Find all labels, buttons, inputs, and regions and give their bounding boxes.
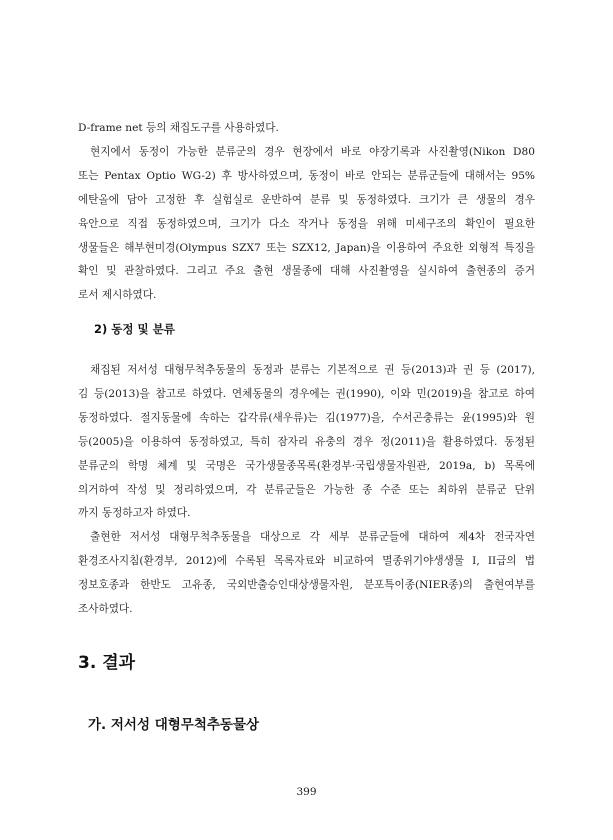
paragraph-line: 확인 및 관찰하였다. 그리고 주요 출현 생물종에 대해 사진촬영을 실시하여 출현종의 증거	[78, 265, 535, 277]
paragraph-line: 동정하였다. 절지동물에 속하는 갑각류(새우류)는 김(1977)을, 수서곤충류는 윤(1995)와 원	[78, 412, 535, 424]
paragraph-line: 의거하여 작성 및 정리하였으며, 각 분류군들은 가능한 종 수준 또는 최하위 분류군 단위	[78, 484, 535, 496]
paragraph-line: 조사하였다.	[78, 603, 133, 615]
paragraph-line: 또는 Pentax Optio WG-2) 후 방사하였으며, 동정이 바로 안되는 분류군들에 대해서는 95%	[78, 170, 535, 182]
paragraph-line: D-frame net 등의 채집도구를 사용하였다.	[78, 122, 279, 134]
paragraph-line: 채집된 저서성 대형무척추동물의 동정과 분류는 기본적으로 권 등(2013)과 권 등 (2017),	[90, 364, 535, 376]
subsection-heading: 가. 저서성 대형무척추동물상	[88, 717, 260, 733]
paragraph-line: 출현한 저서성 대형무척추동물을 대상으로 각 세부 분류군들에 대하여 제4차 전국자연	[90, 531, 535, 543]
paragraph-line: 분류군의 학명 체계 및 국명은 국가생물종목록(환경부·국립생물자원관, 2019a, b) 목록에	[78, 460, 535, 472]
page-number: 399	[296, 786, 317, 798]
paragraph-line: 생물들은 해부현미경(Olympus SZX7 또는 SZX12, Japan)을 이용하여 주요한 외형적 특징을	[78, 242, 535, 254]
paragraph-line: 로서 제시하였다.	[78, 289, 157, 301]
paragraph-line: 환경조사지침(환경부, 2012)에 수록된 목록자료와 비교하여 멸종위기야생생물 I, II급의 법	[78, 555, 535, 567]
paragraph-line: 김 등(2013)을 참고로 하였다. 연체동물의 경우에는 권(1990), 이와 민(2019)을 참고로 하여	[78, 388, 535, 400]
paragraph-line: 등(2005)을 이용하여 동정하였고, 특히 잠자리 유충의 경우 정(2011)을 활용하였다. 동정된	[78, 436, 535, 448]
paragraph-line: 정보호종과 한반도 고유종, 국외반출승인대상생물자원, 분포특이종(NIER종)의 출현여부를	[78, 579, 535, 591]
paragraph-line: 에탄올에 담아 고정한 후 실험실로 운반하여 분류 및 동정하였다. 크기가 큰 생물의 경우	[78, 194, 535, 206]
subheading: 2) 동정 및 분류	[94, 322, 175, 336]
section-heading: 3. 결과	[78, 653, 136, 673]
paragraph-line: 현지에서 동정이 가능한 분류군의 경우 현장에서 바로 야장기록과 사진촬영(Nikon D80	[90, 146, 535, 158]
paragraph-line: 육안으로 직접 동정하였으며, 크기가 다소 작거나 동정을 위해 미세구조의 확인이 필요한	[78, 218, 535, 230]
paragraph-line: 까지 동정하고자 하였다.	[78, 507, 191, 519]
